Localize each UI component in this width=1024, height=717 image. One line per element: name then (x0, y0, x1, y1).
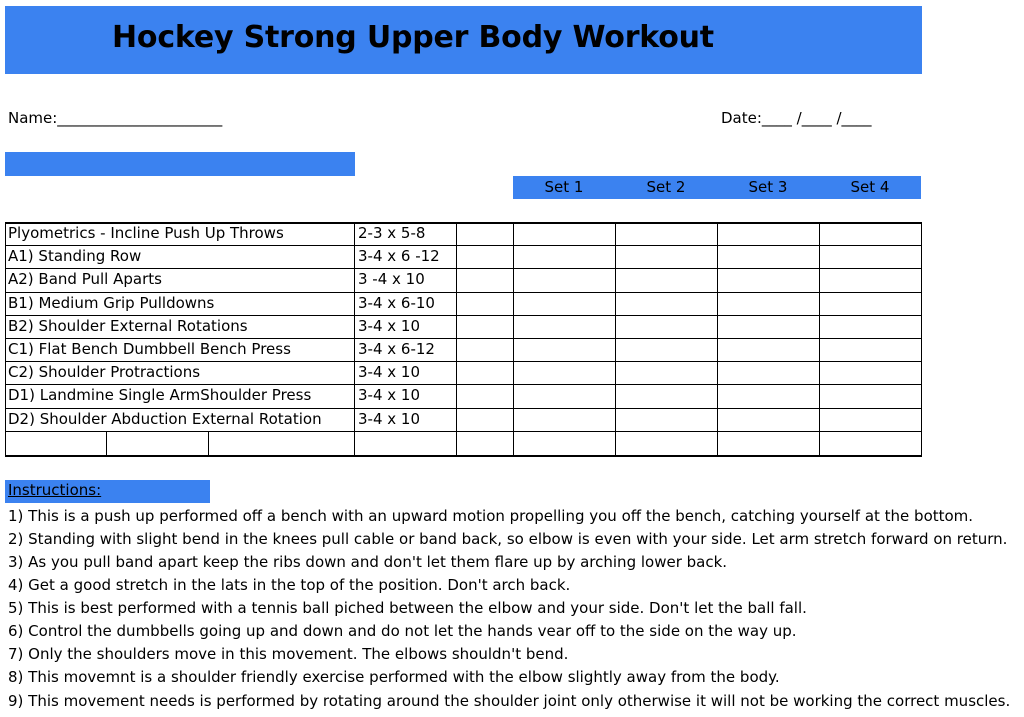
table-row-line (5, 431, 922, 432)
set-3-entry-cell[interactable] (718, 293, 819, 315)
set-3-entry-cell[interactable] (718, 223, 819, 245)
set-2-entry-cell[interactable] (616, 223, 717, 245)
set-4-entry-cell[interactable] (820, 223, 921, 245)
exercise-scheme: 3-4 x 10 (358, 317, 420, 335)
set-4-entry-cell[interactable] (820, 409, 921, 431)
exercise-name: C2) Shoulder Protractions (8, 363, 201, 381)
set-1-entry-cell[interactable] (514, 339, 615, 361)
exercise-scheme: 2-3 x 5-8 (358, 224, 426, 242)
set-2-entry-cell[interactable] (616, 293, 717, 315)
exercise-scheme: 3-4 x 10 (358, 386, 420, 404)
set-2-entry-cell[interactable] (616, 385, 717, 408)
set-4-entry-cell[interactable] (820, 339, 921, 361)
table-column-line (921, 222, 922, 456)
exercise-name: D2) Shoulder Abduction External Rotation (8, 410, 322, 428)
set-3-entry-cell[interactable] (718, 269, 819, 292)
table-column-line (208, 431, 209, 455)
instruction-item: 8) This movemnt is a shoulder friendly exercise performed with the elbow slightly away from the body. (8, 668, 780, 686)
set-1-entry-cell[interactable] (514, 362, 615, 384)
exercise-scheme: 3 -4 x 10 (358, 270, 425, 288)
set-1-entry-cell[interactable] (514, 223, 615, 245)
set-1-header: Set 1 (544, 178, 584, 196)
set-3-entry-cell[interactable] (718, 316, 819, 338)
set-2-entry-cell[interactable] (616, 339, 717, 361)
set-4-entry-cell[interactable] (820, 316, 921, 338)
set-4-entry-cell[interactable] (820, 269, 921, 292)
set-2-entry-cell[interactable] (616, 409, 717, 431)
date-field[interactable]: Date:____ /____ /____ (721, 109, 872, 127)
exercise-name: B2) Shoulder External Rotations (8, 317, 248, 335)
instruction-item: 3) As you pull band apart keep the ribs down and don't let them flare up by arching lower back. (8, 553, 728, 571)
set-3-entry-cell[interactable] (718, 409, 819, 431)
exercise-name: A1) Standing Row (8, 247, 142, 265)
set-4-header: Set 4 (850, 178, 890, 196)
exercise-scheme: 3-4 x 6 -12 (358, 247, 440, 265)
exercise-name: C1) Flat Bench Dumbbell Bench Press (8, 340, 291, 358)
set-1-entry-cell[interactable] (514, 269, 615, 292)
name-field[interactable]: Name:______________________ (8, 109, 223, 127)
set-2-entry-cell[interactable] (616, 269, 717, 292)
exercise-name: D1) Landmine Single ArmShoulder Press (8, 386, 312, 404)
exercise-name: Plyometrics - Incline Push Up Throws (8, 224, 284, 242)
instruction-item: 4) Get a good stretch in the lats in the top of the position. Don't arch back. (8, 576, 571, 594)
exercise-name: B1) Medium Grip Pulldowns (8, 294, 215, 312)
set-1-entry-cell[interactable] (514, 246, 615, 268)
set-1-entry-cell[interactable] (514, 293, 615, 315)
instruction-item: 9) This movement needs is performed by rotating around the shoulder joint only otherwise it will not be working the correct muscles. (8, 692, 1011, 710)
set-4-entry-cell[interactable] (820, 246, 921, 268)
page-title: Hockey Strong Upper Body Workout (112, 20, 714, 55)
set-3-header: Set 3 (748, 178, 788, 196)
set-3-entry-cell[interactable] (718, 362, 819, 384)
instruction-item: 6) Control the dumbbells going up and down and do not let the hands vear off to the side on the way up. (8, 622, 797, 640)
instructions-heading: Instructions: (8, 481, 102, 499)
exercise-scheme: 3-4 x 6-12 (358, 340, 435, 358)
set-4-entry-cell[interactable] (820, 362, 921, 384)
set-1-entry-cell[interactable] (514, 409, 615, 431)
set-3-entry-cell[interactable] (718, 385, 819, 408)
instruction-item: 5) This is best performed with a tennis ball piched between the elbow and your side. Don't let the ball fall. (8, 599, 807, 617)
workout-table (5, 222, 922, 457)
set-4-entry-cell[interactable] (820, 293, 921, 315)
exercise-scheme: 3-4 x 10 (358, 410, 420, 428)
table-row-line (5, 455, 922, 457)
exercise-scheme: 3-4 x 6-10 (358, 294, 435, 312)
set-2-header: Set 2 (646, 178, 686, 196)
set-1-entry-cell[interactable] (514, 316, 615, 338)
exercise-scheme: 3-4 x 10 (358, 363, 420, 381)
section-header-bar (5, 152, 355, 176)
instruction-item: 2) Standing with slight bend in the knees pull cable or band back, so elbow is even with your side. Let arm stretch forward on return. (8, 530, 1008, 548)
set-3-entry-cell[interactable] (718, 339, 819, 361)
table-column-line (456, 222, 457, 456)
set-3-entry-cell[interactable] (718, 246, 819, 268)
set-2-entry-cell[interactable] (616, 246, 717, 268)
instruction-item: 7) Only the shoulders move in this movement. The elbows shouldn't bend. (8, 645, 569, 663)
instruction-item: 1) This is a push up performed off a bench with an upward motion propelling you off the bench, catching yourself at the bottom. (8, 507, 974, 525)
set-2-entry-cell[interactable] (616, 316, 717, 338)
set-1-entry-cell[interactable] (514, 385, 615, 408)
set-4-entry-cell[interactable] (820, 385, 921, 408)
set-2-entry-cell[interactable] (616, 362, 717, 384)
exercise-name: A2) Band Pull Aparts (8, 270, 162, 288)
table-column-line (106, 431, 107, 455)
